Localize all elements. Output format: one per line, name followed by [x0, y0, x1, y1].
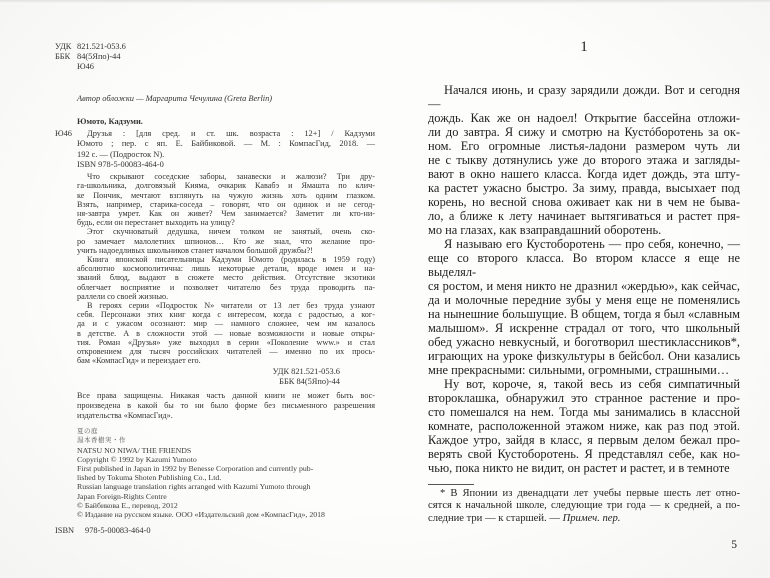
- body-text-line: Я называю его Кустоборотень — про себя, конечно, —: [444, 237, 740, 251]
- body-text-line: Каждое утро, зайдя в класс, я первым делом бежал про-: [428, 433, 740, 447]
- udk-repeat-line: УДК 821.521-053.6: [272, 367, 340, 377]
- colophon: [55, 427, 375, 519]
- body-text-line: ном. Его огромные листья-ладони размером чуть ли: [428, 139, 740, 153]
- body-text-line: ло, а ближе к лету начинает вытягиваться и растет пря-: [428, 209, 740, 223]
- bbk-value: 84(5Япо)-44: [77, 52, 121, 61]
- body-text-line: не с тыкву дотянулись уже до второго этажа и загляды-: [428, 153, 740, 167]
- bbk-label: ББК: [55, 52, 71, 61]
- body-text-line: играющих на уроке физкультуры в бейсбол. Они казались: [428, 349, 740, 363]
- chapter-number: 1: [580, 39, 588, 55]
- annotation-line: бам «КомпасГид» и переиздает его.: [77, 356, 201, 366]
- translator-note-label: Примеч. пер.: [562, 512, 621, 524]
- colophon-line: © Издание на русском языке. ООО «Издательский дом «КомпасГид», 2018: [77, 510, 325, 520]
- footnote-divider: [428, 484, 474, 485]
- udk-label: УДК: [55, 42, 72, 51]
- isbn-footer-label: ISBN: [55, 526, 75, 536]
- body-text-line: мо на глазах, как взаправдашний оборотень.: [428, 223, 662, 237]
- annotation-line: да и с ужасом осознают: мир — намного сложнее, чем им казалось: [77, 319, 375, 329]
- body-text-line: да и молочные передние зубы у меня еще не поменялись: [428, 293, 740, 307]
- body-text-line: на нынешние большущие. В общем, тогда я был «славным: [428, 307, 740, 321]
- body-text-line: ка растет ужасно быстро. За зиму, правда, высыхает под: [428, 181, 740, 195]
- body-text-line: верять свой Кустоборотень. Я представлял себе, как но-: [428, 447, 740, 461]
- paragraph: [77, 172, 375, 227]
- catalog-code: Ю46: [55, 129, 72, 138]
- body-text: [428, 83, 740, 475]
- annotation-line: будь, если он перестанет выходить на улицу?: [77, 218, 235, 228]
- classification-repeat: [55, 367, 375, 387]
- paragraph: [77, 255, 375, 301]
- annotation-line: ро замечает малолетних шпионов… Кто же знал, что желание про-: [77, 236, 375, 246]
- annotation-line: Этот скучноватый дедушка, ничем толком не занятый, очень ско-: [87, 227, 375, 237]
- isbn-footer: [55, 526, 375, 536]
- body-text-line: ся ростом, и меня никто не дразнил «жердью», как сейчас,: [428, 279, 740, 293]
- paragraph: [428, 377, 740, 475]
- udk-line: [55, 42, 375, 52]
- colophon-line: Russian language translation rights arranged with Kazumi Yumoto through: [77, 482, 311, 492]
- colophon-japanese: [77, 427, 375, 445]
- footnote-line: * В Японии из двенадцати лет учебы первые шесть лет отно-: [440, 488, 740, 499]
- annotation-line: Взять, например, старика-соседа – говорят, что он одинок и не сегод-: [77, 199, 375, 209]
- left-page: [55, 42, 375, 536]
- author-code: Ю46: [77, 62, 94, 71]
- paragraph: [428, 237, 740, 377]
- body-text-line: сто помешался на нем. Тогда мы занимались в классной: [428, 405, 740, 419]
- body-text-line: чью, пока никто не видит, он растет и растет, и в темноте: [428, 461, 730, 475]
- body-text-line: обед ужасно невкусный, и боготворил шестиклассников*,: [428, 335, 740, 349]
- annotation-line: га-школьника, долговязый Кияма, очкарик Кавабэ и Ямашта по клич-: [77, 181, 375, 191]
- catalog-card-line: Друзья : [для сред. и ст. шк. возраста : 12+] / Кадзуми: [87, 129, 375, 138]
- paragraph: [77, 301, 375, 365]
- annotation-line: званий блюд, выдают в сюжете место действия. Отсутствие экзотики: [77, 273, 375, 283]
- page-number: 5: [731, 538, 737, 551]
- body-text-line: корень, но весной снова оживает как ни в чем не быва-: [428, 195, 740, 209]
- footnote-line: сятся к начальной школе, следующие три года — к средней, а по-: [428, 500, 740, 512]
- catalog-isbn: ISBN 978-5-00083-464-0: [77, 159, 164, 169]
- colophon-japanese-line: 夏の庭: [77, 428, 98, 436]
- annotation-line: в детстве. А в сложности этой — новые возможности и новые откры-: [77, 328, 375, 338]
- rights-notice-line: произведена в какой бы то ни было форме без письменного разрешения: [77, 401, 375, 411]
- bbk-repeat-line: ББК 84(5Япо)-44: [279, 377, 340, 387]
- colophon-line: Japan Foreign-Rights Centre: [77, 491, 167, 501]
- annotation-line: откровением для тысяч российских читателей — именно по их прось-: [77, 347, 375, 357]
- classification-block: [55, 42, 375, 72]
- colophon-lines: [77, 446, 375, 520]
- body-text-line: комнате, расположенной этажом ниже, как раз под этой.: [428, 419, 740, 433]
- annotation-line: облегчает восприятие и позволяет читателю без труда проводить па-: [77, 282, 375, 292]
- right-page: [428, 40, 740, 552]
- body-text-line: мне прекрасными: сильными, огромными, страшными…: [428, 363, 730, 377]
- annotation-line: Книга японской писательницы Кадзуми Юмото (родилась в 1959 году): [87, 255, 375, 265]
- body-text-line: еще со второго класса. Во втором классе я еще не выделял-: [428, 251, 740, 279]
- body-text-line: вают в окно нашего класса. Когда идет дождь, эта шту-: [428, 167, 740, 181]
- rights-notice-line: Все права защищены. Никакая часть данной книги не может быть вос-: [77, 391, 375, 401]
- body-text-line: Начался июнь, и сразу зарядили дожди. Вот и сегодня —: [428, 83, 740, 111]
- footnote: [428, 488, 740, 525]
- body-text-line: малышом». Я искренне страдал от того, что школьный: [428, 321, 740, 335]
- footnote-lines: [428, 488, 740, 513]
- isbn-footer-value: 978-5-00083-464-0: [85, 526, 151, 536]
- colophon-line: Copyright © 1992 by Kazumi Yumoto: [77, 454, 197, 464]
- catalog-card-lines: [77, 129, 375, 160]
- rights-notice: [55, 391, 375, 420]
- bbk-line: [55, 52, 375, 62]
- annotation-line: тия. Роман «Друзья» уже выходил в серии «Поколение www.» и стал: [77, 337, 375, 347]
- udk-value: 821.521-053.6: [77, 42, 126, 51]
- author-heading: Юмото, Кадзуми.: [77, 117, 143, 126]
- annotation-line: В героях серии «Подросток N» читатели от 13 лет без труда узнают: [87, 301, 375, 311]
- colophon-line: NATSU NO NIWA/ THE FRIENDS: [77, 445, 192, 455]
- catalog-card-line: 192 с. — (Подросток N).: [77, 149, 165, 159]
- body-text-line: ли до завтра. Я сижу и смотрю на Кустóборотень за ок-: [428, 125, 740, 139]
- rights-notice-line: издательства «КомпасГид».: [77, 410, 173, 420]
- colophon-line: © Байбикова Е., перевод, 2012: [77, 500, 178, 510]
- colophon-line: First published in Japan in 1992 by Benesse Corporation and currently pub-: [77, 464, 314, 474]
- annotation: [55, 172, 375, 365]
- colophon-line: lished by Tokuma Shoten Publishing Co., Ltd.: [77, 473, 222, 483]
- body-text-line: дождь. Как же он надоел! Открытие бассейна отложи-: [428, 111, 740, 125]
- annotation-line: Что скрывают соседские заборы, занавески и жалюзи? Три дру-: [87, 172, 375, 182]
- annotation-line: ня-завтра умрет. Как он живет? Чем занимается? Заметит ли кто-ни-: [77, 209, 375, 218]
- annotation-line: раллели со своей жизнью.: [77, 291, 169, 301]
- body-text-line: Ну вот, короче, я, такой весь из себя симпатичный: [444, 377, 740, 391]
- footnote-last-line: [428, 513, 740, 525]
- cover-artist-credit: Автор обложки — Маргарита Чечулина (Greta Berlin): [77, 94, 273, 103]
- paragraph: [428, 83, 740, 237]
- annotation-line: ке Пончик, мечтают взглянуть на чужую жизнь хоть одним глазком.: [77, 190, 375, 200]
- colophon-japanese-line: 湯本香樹実・作: [77, 437, 126, 445]
- paragraph: [77, 227, 375, 255]
- footnote-last-text: следние три — к старшей. —: [428, 512, 563, 524]
- catalog-card: [55, 129, 375, 170]
- annotation-line: учить надоедливых школьников станет началом большой дружбы?!: [77, 245, 313, 255]
- annotation-line: абсолютно космополитична: лишь некоторые детали, вроде имен и на-: [77, 264, 375, 274]
- catalog-card-line: Юмото ; пер. с яп. Е. Байбиковой. — М. : КомпасГид, 2018. —: [77, 139, 375, 149]
- body-text-line: второклашка, обнаружил это странное растение и про-: [428, 391, 740, 405]
- annotation-line: себя. Персонажи этих книг когда с интересом, когда с радостью, а ког-: [77, 310, 375, 320]
